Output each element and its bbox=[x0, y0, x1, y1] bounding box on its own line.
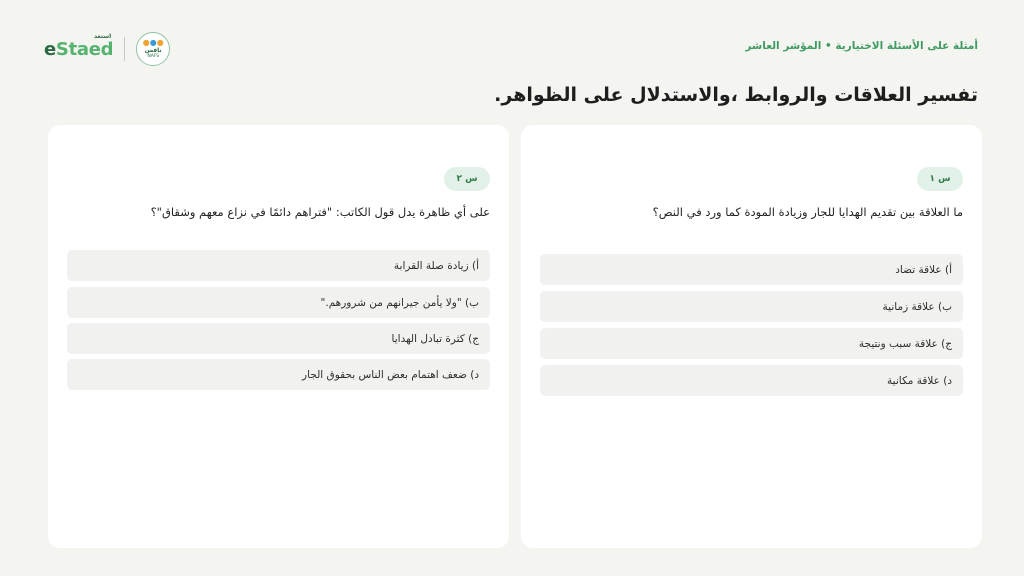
question-text: ما العلاقة بين تقديم الهدايا للجار وزيادة المودة كما ورد في النص؟ bbox=[652, 205, 963, 219]
estaed-logo-text: Staed bbox=[55, 38, 114, 60]
page-title: تفسير العلاقات والروابط ،والاستدلال على الظواهر. bbox=[494, 84, 978, 106]
estaed-logo bbox=[44, 32, 114, 60]
logo-group bbox=[44, 32, 170, 66]
answer-option-d[interactable]: د) ضعف اهتمام بعض الناس بحقوق الجار bbox=[67, 359, 490, 390]
answer-option-b[interactable]: ب) "ولا يأمن جيرانهم من شرورهم." bbox=[67, 287, 490, 318]
answer-option-a[interactable]: أ) علاقة تضاد bbox=[540, 254, 963, 285]
nafs-mark-icon: ●●● bbox=[142, 38, 164, 47]
logo-divider bbox=[124, 37, 125, 61]
breadcrumb: أمثلة على الأسئلة الاختيارية • المؤشر العاشر bbox=[745, 40, 978, 52]
question-text: على أي ظاهرة يدل قول الكاتب: "فتراهم دائمًا في نزاع معهم وشقاق"؟ bbox=[150, 205, 490, 219]
answer-option-c[interactable]: ج) كثرة تبادل الهدايا bbox=[67, 323, 490, 354]
nafs-logo bbox=[136, 32, 170, 66]
answer-option-b[interactable]: ب) علاقة زمانية bbox=[540, 291, 963, 322]
question-card-1 bbox=[521, 125, 982, 548]
question-badge: س ١ bbox=[917, 167, 963, 191]
question-badge: س ٢ bbox=[444, 167, 490, 191]
answer-option-a[interactable]: أ) زيادة صلة القرابة bbox=[67, 250, 490, 281]
nafs-logo-english: NAFS bbox=[147, 54, 160, 59]
question-card-2 bbox=[48, 125, 509, 548]
estaed-logo-arabic: استعد bbox=[93, 32, 112, 40]
answer-option-c[interactable]: ج) علاقة سبب ونتيجة bbox=[540, 328, 963, 359]
answer-option-d[interactable]: د) علاقة مكانية bbox=[540, 365, 963, 396]
estaed-logo-e: e bbox=[44, 38, 56, 60]
nafs-logo-arabic: نافس bbox=[144, 47, 162, 54]
